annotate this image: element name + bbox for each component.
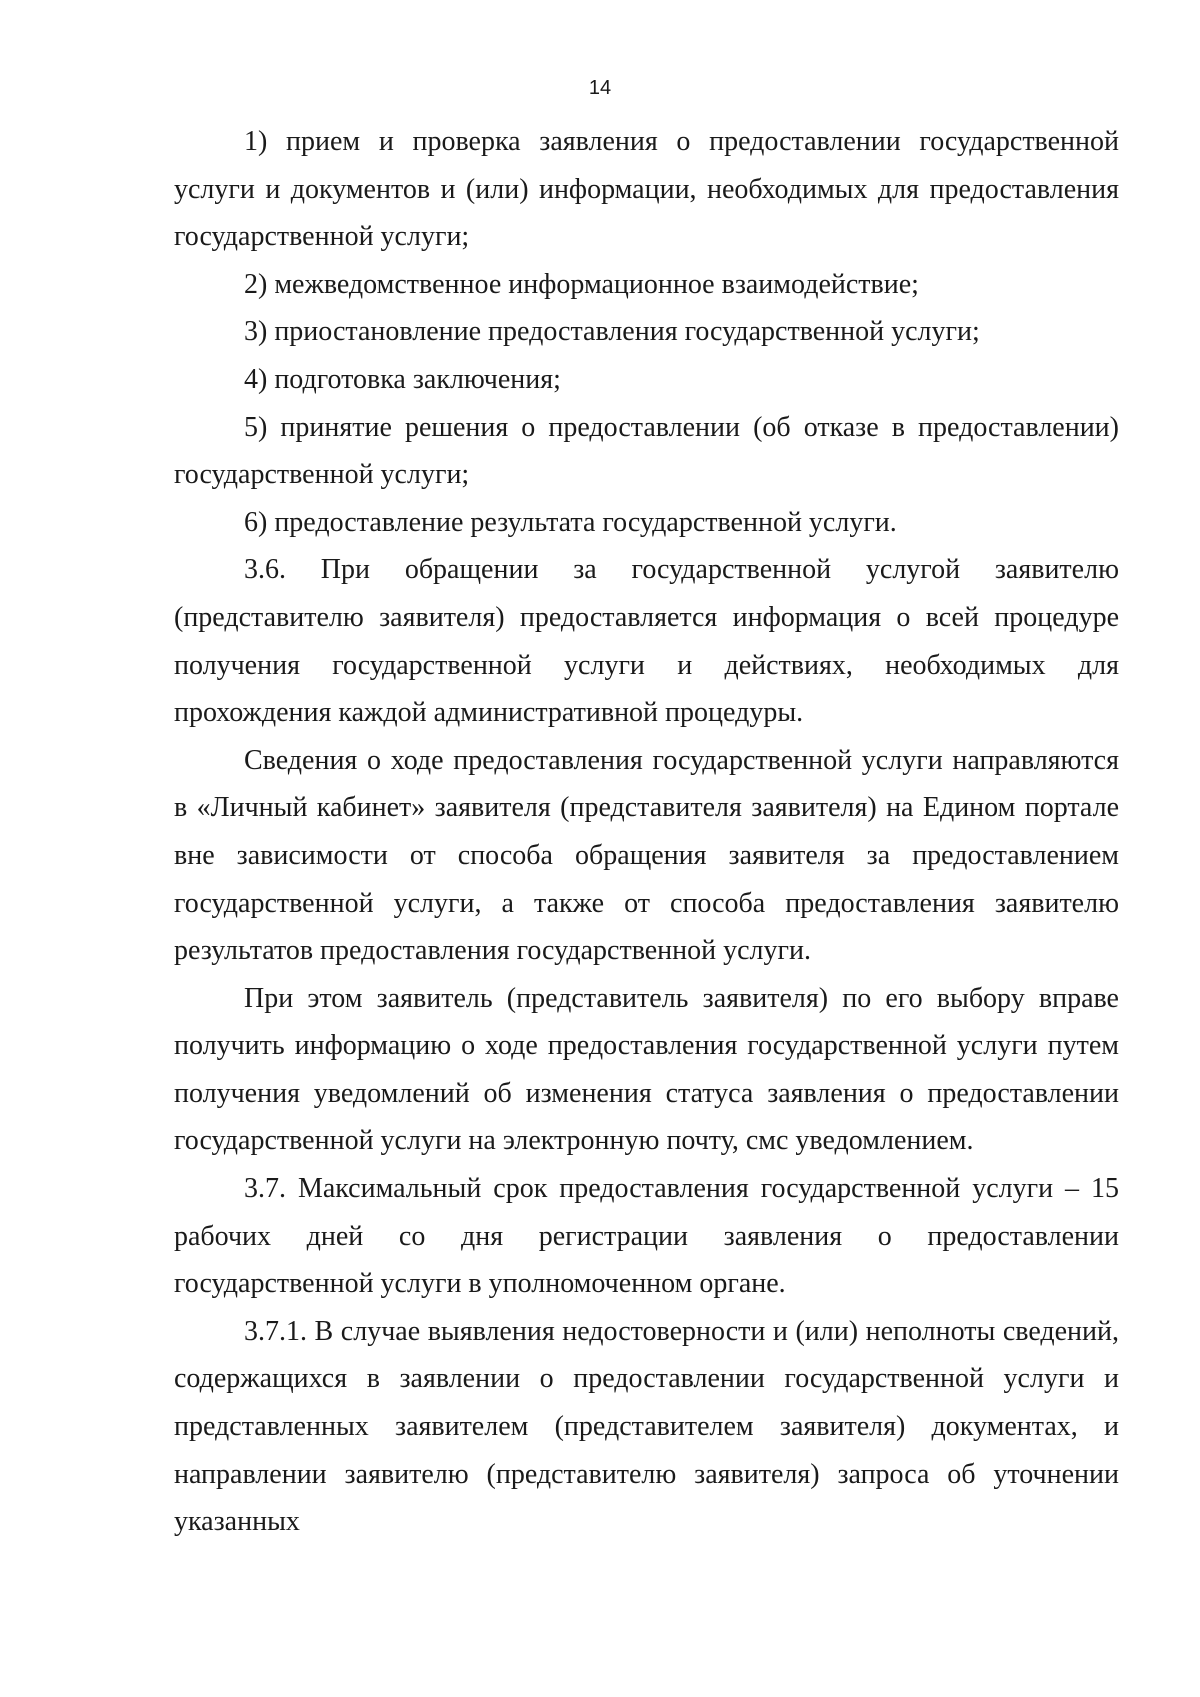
paragraph-6: 6) предоставление результата государственной услуги. — [244, 506, 897, 538]
paragraph-5: 5) принятие решения о предоставлении (об отказе в предоставлении) государственной услуги; — [174, 411, 1119, 491]
paragraph-notifications: При этом заявитель (представитель заявителя) по его выбору вправе получить информацию о ходе предоставления государственной услуги путем получения уведомлений об изменения статуса заявления о предоставлении государственной услуги на электронную почту, смс уведомлением. — [174, 982, 1119, 1157]
paragraph-3-7: 3.7. Максимальный срок предоставления государственной услуги – 15 рабочих дней со дня регистрации заявления о предоставлении государственной услуги в уполномоченном органе. — [174, 1173, 1119, 1300]
paragraph-1: 1) прием и проверка заявления о предоставлении государственной услуги и документов и (или) информации, необходимых для предоставления государственной услуги; — [174, 126, 1119, 253]
paragraph-status-info: Сведения о ходе предоставления государственной услуги направляются в «Личный кабинет» заявителя (представителя заявителя) на Едином портале вне зависимости от способа обращения заявителя за предоставлением государственной услуги, а также от способа предоставления заявителю результатов предоставления государственной услуги. — [174, 744, 1119, 967]
paragraph-3-7-1: 3.7.1. В случае выявления недостоверности и (или) неполноты сведений, содержащихся в заявлении о предоставлении государственной услуги и представленных заявителем (представителем заявителя) документах, и направлении заявителю (представителю заявителя) запроса об уточнении указанных — [174, 1315, 1119, 1538]
document-body — [174, 118, 1119, 1546]
paragraph-4: 4) подготовка заключения; — [244, 363, 561, 395]
page-number: 14 — [588, 77, 612, 99]
paragraph-3-6: 3.6. При обращении за государственной услугой заявителю (представителю заявителя) предоставляется информация о всей процедуре получения государственной услуги и действиях, необходимых для прохождения каждой административной процедуры. — [174, 554, 1119, 729]
paragraph-2: 2) межведомственное информационное взаимодействие; — [244, 268, 919, 300]
paragraph-3: 3) приостановление предоставления государственной услуги; — [244, 316, 980, 348]
